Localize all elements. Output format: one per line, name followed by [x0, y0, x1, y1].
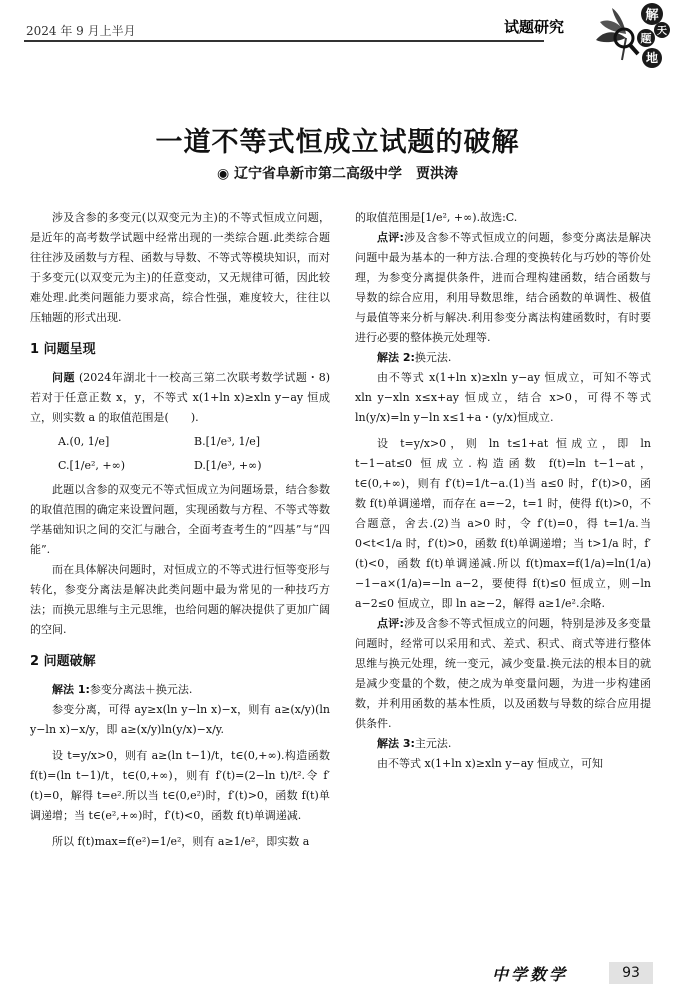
comment-2 [355, 614, 651, 734]
solution-2-step-a: 由不等式 x(1+ln x)≥xln y−ay 恒成立，可知不等式 xln y−xln x≤x+ay 恒成立，结合 x>0，可得不等式 ln(y/x)=ln y−ln x≤1+a・(y/x)恒成立. [355, 371, 651, 424]
journal-name: 中学数学 [492, 965, 569, 984]
option-a: A.(0, 1/e] [58, 435, 110, 448]
jietitiandi-badge-icon [586, 0, 670, 72]
comment-2-text: 涉及含参不等式恒成立的问题，特别是涉及多变量问题时，经常可以采用和式、差式、积式、商式等进行整体思维与换元处理，统一变元，减少变量.换元法的根本目的就是减少变量的个数，使之成为单变量问题，为进一步构建函数，并利用函数的基本性质，以及函数与导数的综合应用提供条件. [355, 617, 652, 730]
intro-paragraph: 涉及含参的多变元(以双变元为主)的不等式恒成立问题，是近年的高考数学试题中经常出现的一类综合题.此类综合题往往涉及函数与方程、函数与导数、不等式等模块知识，而对于多变元(以双变元为主)的任意变动，又无规律可循，因此较难处理.此类问题能力要求高，综合性强，难度较大，往往以压轴题的形式出现. [30, 211, 330, 324]
section-1-heading: 1 问题呈现 [30, 342, 96, 357]
solution-1-method: 参变分离法＋换元法. [89, 683, 193, 696]
right-column [355, 208, 651, 774]
comment-1-label: 点评: [377, 231, 404, 244]
solution-2-label: 解法 2: [377, 351, 415, 364]
solution-1-heading [30, 680, 330, 700]
problem-statement [30, 368, 330, 428]
badge-char-4: 地 [645, 51, 659, 65]
solution-3-label: 解法 3: [377, 737, 415, 750]
badge-char-1: 解 [645, 8, 659, 23]
method-paragraph: 而在具体解决问题时，对恒成立的不等式进行恒等变形与转化，参变分离法是解决此类问题中最为常见的一种技巧方法；而换元思维与主元思维，也给问题的解决提供了更加广阔的空间. [30, 563, 330, 636]
comment-1-text: 涉及含参不等式恒成立的问题，参变分离法是解决问题中最为基本的一种方法.合理的变换转化与巧妙的等价处理，为参变分离提供条件，进而合理构建函数，结合函数与导数的综合应用，利用导数思维，结合函数的单调性、极值与最值等来分析与解决.利用参变分离法构建函数时，有时要进行必要的整体换元处理等. [355, 231, 652, 344]
option-d: D.[1/e³, +∞) [194, 459, 262, 472]
answer-options [58, 432, 330, 476]
badge-char-2: 题 [640, 32, 652, 45]
solution-3-method: 主元法. [414, 737, 452, 750]
option-c: C.[1/e², +∞) [58, 459, 126, 472]
section-2-heading: 2 问题破解 [30, 654, 96, 669]
scene-paragraph: 此题以含参的双变元不等式恒成立为问题场景，结合参数的取值范围的确定来设置问题，实现函数与方程、不等式等数学基础知识之间的交汇与融合，全面考查考生的“四基”与“四能”. [30, 483, 330, 556]
solution-2-method: 换元法. [414, 351, 452, 364]
solution-2-heading [355, 348, 651, 368]
problem-label: 问题 [52, 371, 75, 384]
comment-1 [355, 228, 651, 348]
solution-1-label: 解法 1: [52, 683, 90, 696]
issue-date: 2024 年 9 月上半月 [26, 24, 136, 38]
option-b: B.[1/e³, 1/e] [194, 435, 260, 448]
column-name: 试题研究 [504, 18, 565, 36]
solution-1-step-b: 设 t=y/x>0，则有 a≥(ln t−1)/t，t∈(0,+∞).构造函数 f(t)=(ln t−1)/t，t∈(0,+∞)，则有 f′(t)=(2−ln t)/t².令 f′(t)=0，解得 t=e².所以当 t∈(0,e²)时，f′(t)>0，函数 f(t)单调递增；当 t∈(e²,+∞)时，f′(t)<0，函数 f(t)单调递减. [30, 749, 330, 822]
solution-3-heading [355, 734, 651, 754]
solution-3-step-a: 由不等式 x(1+ln x)≥xln y−ay 恒成立，可知 [377, 757, 604, 770]
author-line: ◉ 辽宁省阜新市第二高级中学 贾洪涛 [216, 166, 459, 182]
badge-char-3: 天 [657, 26, 667, 37]
comment-2-label: 点评: [377, 617, 404, 630]
problem-text: (2024年湖北十一校高三第二次联考数学试题・8)若对于任意正数 x，y，不等式 x(1+ln x)≥xln y−ay 恒成立，则实数 a 的取值范围是( ). [30, 371, 331, 424]
solution-1-end: 的取值范围是[1/e², +∞).故选:C. [355, 211, 518, 224]
solution-1-step-c: 所以 f(t)max=f(e²)=1/e²，则有 a≥1/e²，即实数 a [52, 835, 310, 848]
left-column [30, 208, 330, 852]
article-title: 一道不等式恒成立试题的破解 [155, 127, 520, 158]
page-number: 93 [609, 962, 653, 984]
header-rule [24, 40, 544, 42]
solution-2-step-b: 设 t=y/x>0，则 ln t≤1+at 恒成立，即 ln t−1−at≤0 恒成立.构造函数 f(t)=ln t−1−at，t∈(0,+∞)，则有 f′(t)=1/t−a.(1)当 a≤0 时，f′(t)>0，函数 f(t)单调递增，而存在 a=−2，t=1 时，使得 f(t)>0，不合题意，舍去.(2)当 a>0 时，令 f′(t)=0，得 t=1/a.当 0<t<1/a 时，f′(t)>0，函数 f(t)单调递增；当 t>1/a 时，f′(t)<0，函数 f(t)单调递减.所以 f(t)max=f(1/a)=ln(1/a)−1−a×(1/a)=−ln a−2，要使得 f(t)≤0 恒成立，则−ln a−2≤0 恒成立，即 ln a≥−2，解得 a≥1/e².余略. [355, 437, 651, 610]
magnifier-icon [615, 29, 638, 54]
solution-1-step-a: 参变分离，可得 ay≥x(ln y−ln x)−x，则有 a≥(x/y)(ln y−ln x)−x/y，即 a≥(x/y)ln(y/x)−x/y. [30, 703, 330, 736]
decorative-leaf-icon [596, 8, 626, 60]
